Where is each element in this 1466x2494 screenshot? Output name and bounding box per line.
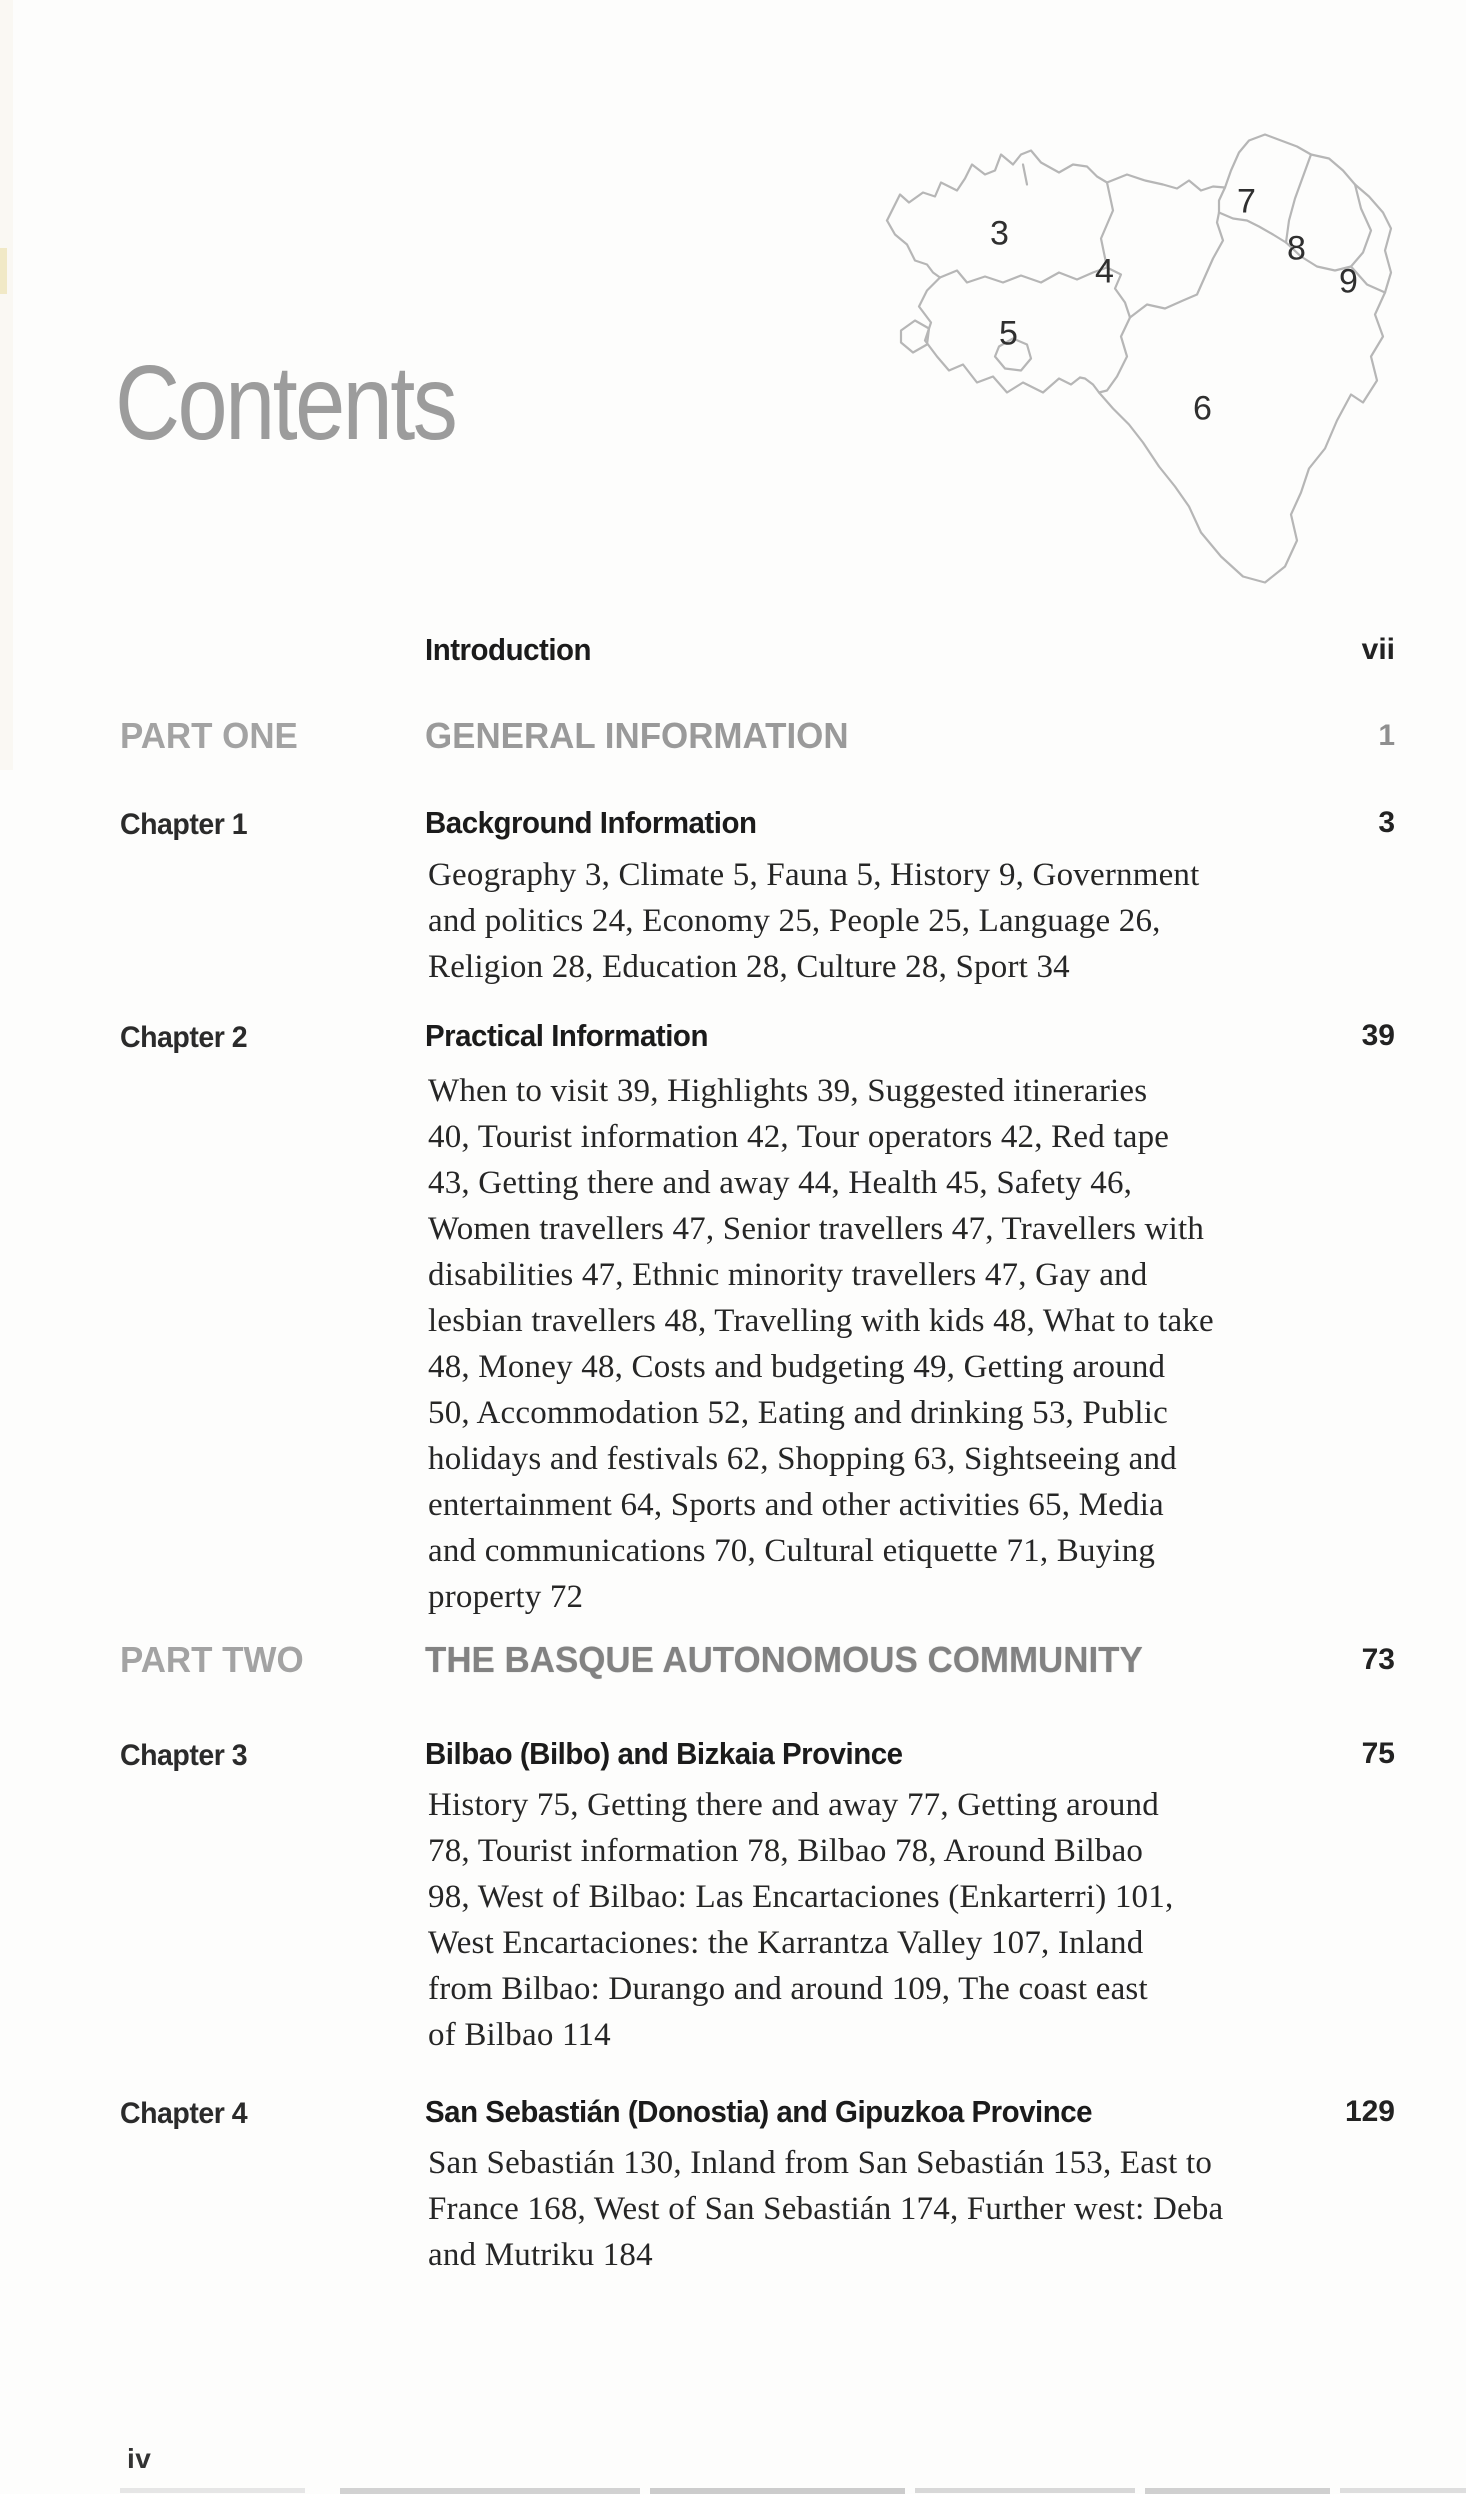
map-border [1225, 135, 1311, 188]
map-enclave [901, 321, 929, 353]
toc-page-introduction: vii [1361, 633, 1395, 666]
scan-artifact [340, 2488, 640, 2494]
summary-line: West Encartaciones: the Karrantza Valley 107, Inland [428, 1925, 1144, 1961]
summary-line: San Sebastián 130, Inland from San Sebastián 153, East to [428, 2145, 1213, 2181]
map-coastline-north [1107, 175, 1225, 191]
scan-artifact [915, 2488, 1135, 2493]
page-title: Contents [115, 344, 456, 462]
toc-entry-introduction: Introduction [425, 632, 592, 667]
part-two-page: 73 [1361, 1643, 1395, 1676]
map-region-label-5: 5 [999, 314, 1018, 353]
summary-line: 98, West of Bilbao: Las Encartaciones (Enkarterri) 101, [428, 1879, 1174, 1915]
map-region-label-4: 4 [1095, 252, 1114, 291]
scan-artifact [1145, 2488, 1330, 2494]
part-one-page: 1 [1378, 719, 1395, 752]
scan-artifact [650, 2488, 905, 2494]
folio-page-number: iv [127, 2443, 152, 2474]
scan-artifact [120, 2488, 305, 2493]
summary-line: 48, Money 48, Costs and budgeting 49, Getting around [428, 1349, 1166, 1385]
map-border [1219, 188, 1225, 213]
map-region-label-7: 7 [1237, 182, 1256, 221]
chapter-4-title: San Sebastián (Donostia) and Gipuzkoa Province [425, 2094, 1093, 2129]
summary-line: entertainment 64, Sports and other activities 65, Media [428, 1487, 1164, 1523]
part-two-label: PART TWO [120, 1639, 304, 1680]
summary-line: 50, Accommodation 52, Eating and drinking 53, Public [428, 1395, 1168, 1431]
summary-line: from Bilbao: Durango and around 109, The coast east [428, 1971, 1148, 2007]
map-tick [1023, 165, 1027, 185]
part-one-label: PART ONE [120, 715, 298, 756]
summary-line: 43, Getting there and away 44, Health 45, Safety 46, [428, 1165, 1133, 1201]
map-region-label-6: 6 [1193, 389, 1212, 428]
summary-line: and Mutriku 184 [428, 2237, 653, 2273]
chapter-4-summary [428, 2140, 1223, 2278]
summary-line: and politics 24, Economy 25, People 25, Language 26, [428, 903, 1161, 939]
chapter-2-summary [428, 1068, 1214, 1620]
summary-line: 40, Tourist information 42, Tour operators 42, Red tape [428, 1119, 1170, 1155]
scan-artifact [1340, 2488, 1466, 2493]
scan-edge-strip [0, 0, 13, 770]
map-region-label-3: 3 [990, 214, 1009, 253]
part-two-title: THE BASQUE AUTONOMOUS COMMUNITY [425, 1639, 1143, 1680]
chapter-2-label: Chapter 2 [120, 1021, 248, 1054]
summary-line: History 75, Getting there and away 77, Getting around [428, 1787, 1159, 1823]
chapter-2-title: Practical Information [425, 1018, 708, 1053]
summary-line: of Bilbao 114 [428, 2017, 611, 2053]
chapter-2-page: 39 [1361, 1019, 1395, 1052]
summary-line: lesbian travellers 48, Travelling with kids 48, What to take [428, 1303, 1214, 1339]
map-border [1130, 213, 1223, 318]
chapter-1-summary [428, 852, 1200, 990]
part-one-title: GENERAL INFORMATION [425, 715, 849, 756]
chapter-1-page: 3 [1378, 806, 1395, 839]
map-border [1311, 155, 1355, 185]
chapter-1-title: Background Information [425, 805, 757, 840]
chapter-3-page: 75 [1361, 1737, 1395, 1770]
chapter-3-title: Bilbao (Bilbo) and Bizkaia Province [425, 1736, 903, 1771]
summary-line: property 72 [428, 1579, 584, 1615]
map-coastline-west [887, 151, 1107, 221]
summary-line: When to visit 39, Highlights 39, Suggested itineraries [428, 1073, 1148, 1109]
map-border [1080, 293, 1385, 583]
summary-line: Geography 3, Climate 5, Fauna 5, History 9, Government [428, 857, 1200, 893]
summary-line: disabilities 47, Ethnic minority travellers 47, Gay and [428, 1257, 1148, 1293]
summary-line: France 168, West of San Sebastián 174, Further west: Deba [428, 2191, 1224, 2227]
scan-edge-mark [0, 248, 7, 294]
chapter-3-summary [428, 1782, 1173, 2058]
map-border [887, 221, 940, 278]
map-border [1099, 318, 1130, 393]
map-border [940, 268, 1107, 283]
chapter-3-label: Chapter 3 [120, 1739, 248, 1772]
summary-line: holidays and festivals 62, Shopping 63, Sightseeing and [428, 1441, 1177, 1477]
basque-region-map [845, 90, 1445, 615]
map-region-label-9: 9 [1339, 262, 1358, 301]
chapter-4-page: 129 [1344, 2095, 1395, 2128]
chapter-1-label: Chapter 1 [120, 808, 248, 841]
chapter-4-label: Chapter 4 [120, 2097, 248, 2130]
summary-line: 78, Tourist information 78, Bilbao 78, Around Bilbao [428, 1833, 1144, 1869]
map-region-label-8: 8 [1287, 229, 1306, 268]
summary-line: Religion 28, Education 28, Culture 28, Sport 34 [428, 949, 1070, 985]
summary-line: Women travellers 47, Senior travellers 47, Travellers with [428, 1211, 1205, 1247]
summary-line: and communications 70, Cultural etiquette 71, Buying [428, 1533, 1156, 1569]
